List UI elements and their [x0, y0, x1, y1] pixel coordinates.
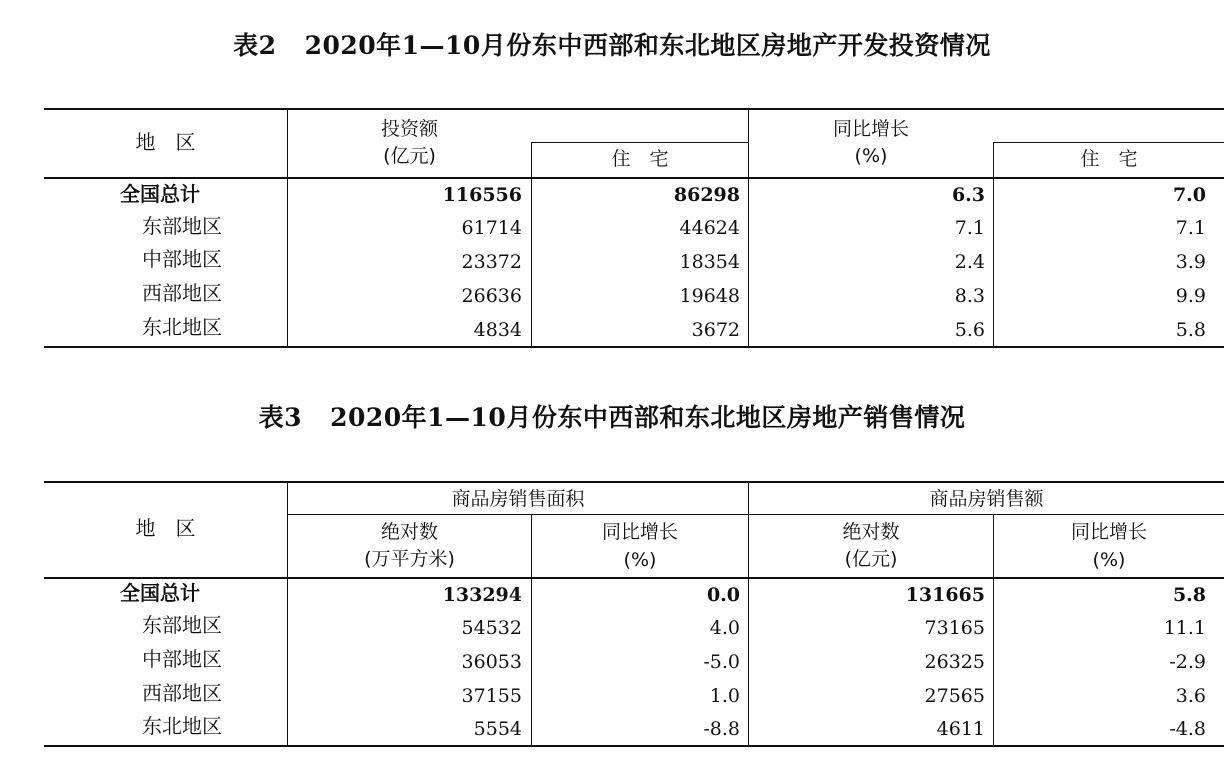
- table2-row-growth: 6.3: [951, 184, 985, 206]
- table3-row-amount-abs: 73165: [924, 617, 985, 639]
- table3-row-region: 全国总计: [120, 581, 200, 605]
- table3-row-region: 西部地区: [142, 681, 222, 705]
- table2-row-investment: 116556: [442, 184, 522, 206]
- table3-header-region: 地 区: [135, 516, 196, 540]
- table3-title-text: 2020年1—10月份东中西部和东北地区房地产销售情况: [330, 403, 966, 432]
- table3-row-amount-growth: 11.1: [1163, 617, 1206, 639]
- table3-header-amount-group: 商品房销售额: [929, 488, 1044, 510]
- table2-row-growth-residential: 5.8: [1175, 319, 1206, 341]
- table2-row-growth: 2.4: [954, 251, 985, 273]
- table2-row-region: 西部地区: [142, 281, 222, 305]
- table3-header-amount-growth-unit: (%): [1092, 549, 1126, 571]
- table2-row-region: 中部地区: [142, 247, 222, 271]
- table2-header-growth-residential: 住 宅: [1080, 148, 1138, 170]
- table2-row-residential: 86298: [673, 184, 740, 206]
- table3-row-area-growth: -5.0: [703, 651, 740, 673]
- table3-top-rule: [44, 481, 1224, 483]
- table3-row-amount-abs: 27565: [924, 685, 985, 707]
- table2-number: 表2: [233, 31, 277, 60]
- table3-header-area-group: 商品房销售面积: [451, 488, 585, 510]
- table2-header-investment: 投资额: [380, 118, 438, 140]
- table3-row-area-abs: 133294: [442, 584, 522, 606]
- table3-group-rule: [287, 514, 1224, 515]
- table3-row-amount-abs: 4611: [936, 718, 985, 740]
- table3-row-amount-abs: 131665: [905, 584, 985, 606]
- table3-header-amount-abs: 绝对数: [842, 521, 900, 543]
- table3-row-area-growth: -8.8: [703, 718, 740, 740]
- table2-row-residential: 3672: [691, 319, 740, 341]
- table3-row-amount-abs: 26325: [924, 651, 985, 673]
- table2-row-growth: 8.3: [954, 285, 985, 307]
- table3-header-area-growth: 同比增长: [601, 521, 678, 543]
- table3-row-amount-growth: 5.8: [1172, 584, 1206, 606]
- table3-row-amount-growth: 3.6: [1175, 685, 1206, 707]
- table3-row-area-abs: 36053: [461, 651, 522, 673]
- table3-row-area-growth: 0.0: [706, 584, 740, 606]
- table3-header-amount-abs-unit: (亿元): [844, 548, 898, 570]
- table3-row-amount-growth: -4.8: [1169, 718, 1206, 740]
- table2-header-growth-unit: (%): [854, 145, 888, 167]
- table3-row-area-abs: 5554: [473, 718, 522, 740]
- table3-header-area-abs-unit: (万平方米): [364, 548, 455, 570]
- table2-row-residential: 18354: [679, 251, 740, 273]
- table2-row-growth-residential: 7.0: [1172, 184, 1206, 206]
- table2-header-growth: 同比增长: [832, 118, 909, 140]
- table3-row-region: 中部地区: [142, 647, 222, 671]
- table2-row-region: 东北地区: [142, 315, 222, 339]
- table2-row-region: 东部地区: [142, 214, 222, 238]
- table2-row-residential: 19648: [679, 285, 740, 307]
- table2-row-residential: 44624: [679, 217, 740, 239]
- table3-row-area-abs: 37155: [461, 685, 522, 707]
- table3-row-region: 东部地区: [142, 613, 222, 637]
- table3-header-area-abs: 绝对数: [380, 521, 438, 543]
- table3-row-area-growth: 1.0: [709, 685, 740, 707]
- table2-header-residential: 住 宅: [611, 148, 669, 170]
- table3-header-amount-growth: 同比增长: [1070, 521, 1147, 543]
- table2-row-growth-residential: 3.9: [1175, 251, 1206, 273]
- table3-row-amount-growth: -2.9: [1169, 651, 1206, 673]
- table2-row-growth-residential: 7.1: [1175, 217, 1206, 239]
- table2-header-investment-unit: (亿元): [383, 145, 436, 167]
- table2-row-investment: 26636: [461, 285, 522, 307]
- table3-row-area-growth: 4.0: [709, 617, 740, 639]
- table3-bottom-rule: [44, 745, 1224, 747]
- table2-header-region: 地 区: [135, 130, 196, 154]
- table3-header-area-growth-unit: (%): [623, 549, 657, 571]
- table2-row-investment: 23372: [461, 251, 522, 273]
- table2-row-growth: 7.1: [954, 217, 985, 239]
- table3-row-area-abs: 54532: [461, 617, 522, 639]
- table2-title-text: 2020年1—10月份东中西部和东北地区房地产开发投资情况: [304, 31, 991, 60]
- table2-row-investment: 61714: [461, 217, 522, 239]
- table2-row-investment: 4834: [473, 319, 522, 341]
- table3-header-rule: [44, 577, 1224, 579]
- table3-number: 表3: [258, 403, 303, 432]
- table3-row-region: 东北地区: [142, 714, 222, 738]
- table2-row-region: 全国总计: [120, 182, 200, 206]
- table2-row-growth: 5.6: [954, 319, 985, 341]
- table2-row-growth-residential: 9.9: [1175, 285, 1206, 307]
